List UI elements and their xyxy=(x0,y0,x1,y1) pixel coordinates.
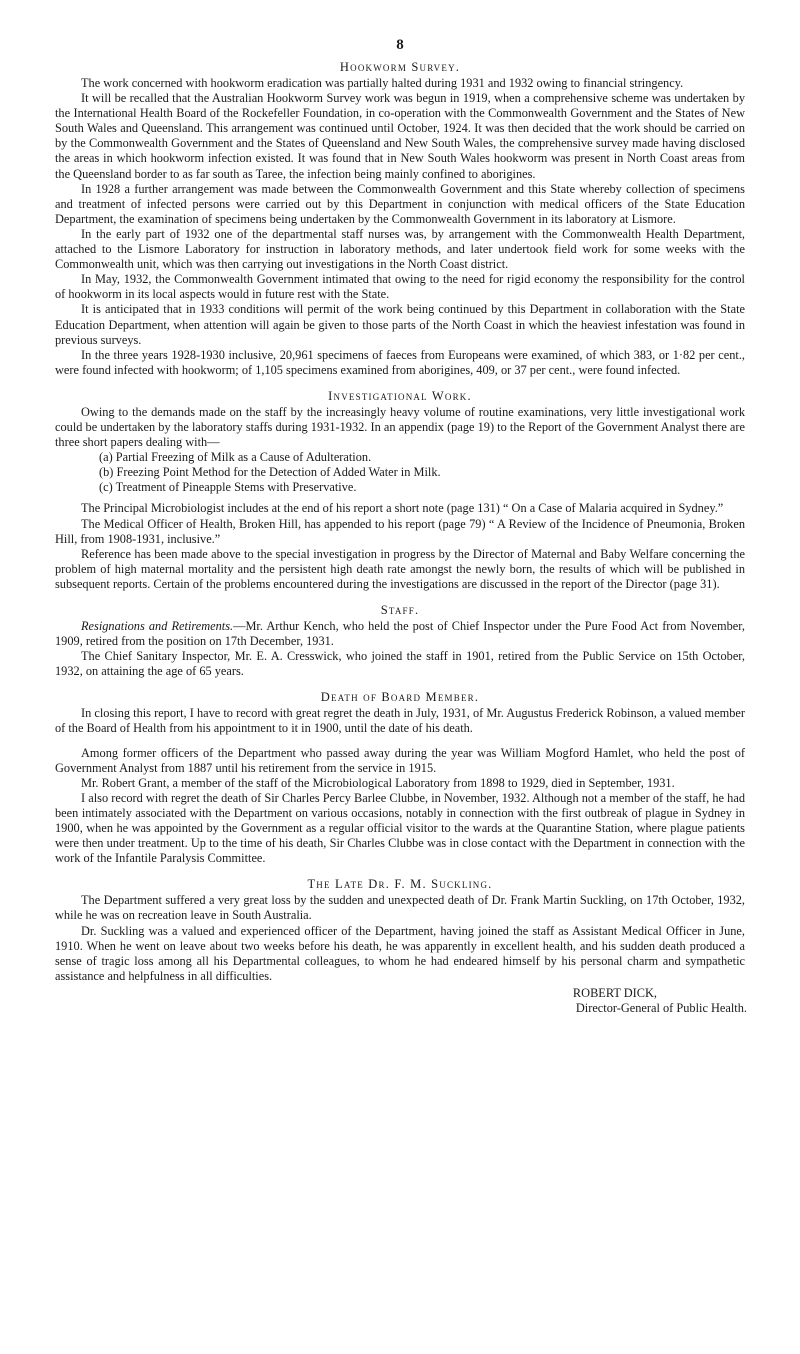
paragraph: It will be recalled that the Australian Hookworm Survey work was begun in 1919, when a comprehensive scheme was undertaken by the International Health Board of the Rockefeller Foundation, in co-operation with the Commonwealth Government and the States of New South Wales and Queensland. This arrangement was continued until October, 1924. It was then decided that the work should be carried on by the Commonwealth Government and the States of Queensland and New South Wales, the comprehensive survey made having disclosed the areas in which hookworm infection existed. It was found that in New South Wales hookworm was present in North Coast areas from the Queensland border to as far south as Taree, the infection being mainly confined to aborigines. xyxy=(55,91,745,181)
section-staff xyxy=(55,603,745,679)
paragraph: The Medical Officer of Health, Broken Hill, has appended to his report (page 79) “ A Review of the Incidence of Pneumonia, Broken Hill, from 1908-1931, inclusive.” xyxy=(55,516,745,546)
section-hookworm-survey xyxy=(55,60,745,378)
section-late-dr-suckling xyxy=(55,877,745,984)
page-number: 8 xyxy=(396,37,404,53)
paragraph: The Department suffered a very great loss by the sudden and unexpected death of Dr. Frank Martin Suckling, on 17th October, 1932, while he was on recreation leave in South Australia. xyxy=(55,893,745,923)
signature-block xyxy=(55,986,745,1016)
paragraph: I also record with regret the death of Sir Charles Percy Barlee Clubbe, in November, 1932. Although not a member of the staff, he had been intimately associated with the Department on various occasions, notably in connection with the first outbreak of plague in Sydney in 1900, when he was appointed by the Government as a regular official visitor to the wards at the Quarantine Station, where plague patients were then under treatment. Up to the time of his death, Sir Charles Clubbe was in close contact with the Department in connection with the work of the Infantile Paralysis Committee. xyxy=(55,790,745,866)
paragraph: In the three years 1928-1930 inclusive, 20,961 specimens of faeces from Europeans were examined, of which 383, or 1·82 per cent., were found infected with hookworm; of 1,105 specimens examined from aborigines, 409, or 37 per cent., were found infected. xyxy=(55,347,745,377)
signatory-title: Director-General of Public Health. xyxy=(575,1000,747,1015)
paragraph xyxy=(55,619,745,649)
paragraph: Mr. Robert Grant, a member of the staff of the Microbiological Laboratory from 1898 to 1929, died in September, 1931. xyxy=(81,775,675,790)
paragraph-lead: Resignations and Retirements. xyxy=(81,619,234,633)
paragraph: In closing this report, I have to record with great regret the death in July, 1931, of Mr. Augustus Frederick Robinson, a valued member of the Board of Health from his appointment to it in 1900, until the date of his death. xyxy=(55,706,745,736)
list-item: (b) Freezing Point Method for the Detection of Added Water in Milk. xyxy=(99,465,441,480)
paragraph: Owing to the demands made on the staff by the increasingly heavy volume of routine examinations, very little investigational work could be undertaken by the laboratory staffs during 1931-1932. In an appendix (page 19) to the Report of the Government Analyst there are three short papers dealing with— xyxy=(55,404,745,450)
paragraph: In the early part of 1932 one of the departmental staff nurses was, by arrangement with the Commonwealth Health Department, attached to the Lismore Laboratory for instruction in laboratory methods, and later undertook field work for some weeks with the Commonwealth unit, which was then carrying out investigations in the North Coast district. xyxy=(55,226,745,272)
paragraph: The Principal Microbiologist includes at the end of his report a short note (page 131) “ On a Case of Malaria acquired in Sydney.” xyxy=(81,501,724,516)
section-heading: Staff. xyxy=(380,603,420,617)
paragraph: In 1928 a further arrangement was made between the Commonwealth Government and this State whereby collection of specimens and treatment of infected persons were carried out by this Department in conjunction with medical officers of the State Education Department, the examination of specimens being undertaken by the Commonwealth Government in its laboratory at Lismore. xyxy=(55,181,745,226)
paragraph: Dr. Suckling was a valued and experienced officer of the Department, having joined the staff as Assistant Medical Officer in June, 1910. When he went on leave about two weeks before his death, he was apparently in excellent health, and his sudden death produced a sense of tragic loss among all his Departmental colleagues, to whom he had endeared himself by his personal charm and sympathetic assistance and helpfulness in all difficulties. xyxy=(55,923,745,983)
paragraph: Among former officers of the Department who passed away during the year was William Mogford Hamlet, who held the post of Government Analyst from 1887 until his retirement from the service in 1915. xyxy=(55,745,745,775)
section-heading: Death of Board Member. xyxy=(320,690,480,705)
signatory-name: ROBERT DICK, xyxy=(572,985,657,1000)
papers-list xyxy=(55,450,745,495)
section-investigational-work xyxy=(55,389,745,592)
paragraph: It is anticipated that in 1933 conditions will permit of the work being continued by this Department in collaboration with the State Education Department, when attention will again be given to those parts of the North Coast in which the heaviest infestation was found in previous surveys. xyxy=(55,302,745,347)
paragraph: In May, 1932, the Commonwealth Government intimated that owing to the need for rigid economy the responsibility for the control of hookworm in its local aspects would in future rest with the State. xyxy=(55,272,745,302)
section-heading: Investigational Work. xyxy=(328,388,472,403)
paragraph: The work concerned with hookworm eradication was partially halted during 1931 and 1932 owing to financial stringency. xyxy=(81,76,684,90)
section-heading: Hookworm Survey. xyxy=(339,60,461,74)
paragraph: Reference has been made above to the special investigation in progress by the Director of Maternal and Baby Welfare concerning the problem of high maternal mortality and the persistent high death rate amongst the newly born, the results of which will be published in subsequent reports. Certain of the problems encountered during the investigations are discussed in the report of the Director (page 31). xyxy=(55,546,745,591)
paragraph: The Chief Sanitary Inspector, Mr. E. A. Cresswick, who joined the staff in 1901, retired from the Public Service on 15th October, 1932, on attaining the age of 65 years. xyxy=(55,649,745,679)
paragraph-text: —Mr. Arthur Kench, who held the post of Chief Inspector under the Pure Food Act from November, 1909, retired from the position on 17th December, 1931. xyxy=(55,619,745,649)
section-death-of-board-member xyxy=(55,690,745,866)
section-heading: The Late Dr. F. M. Suckling. xyxy=(307,877,493,892)
list-item: (a) Partial Freezing of Milk as a Cause of Adulteration. xyxy=(99,450,372,465)
list-item: (c) Treatment of Pineapple Stems with Preservative. xyxy=(99,480,357,495)
